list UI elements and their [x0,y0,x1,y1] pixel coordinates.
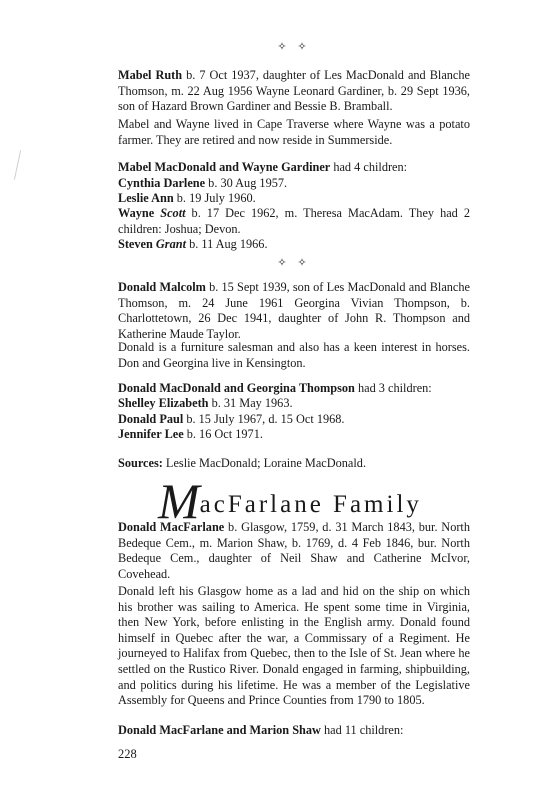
donald-entry: Donald Malcolm b. 15 Sept 1939, son of Les MacDonald and Blanche Thomson, m. 24 June 1961 Georgina Vivian Thompson, b. Charlottetown, 26 Dec 1941, daughter of John R. Thompson and Katherine Maude Taylor. [118,280,470,341]
macfarlane-children-heading: Donald MacFarlane and Marion Shaw had 11 children: [118,723,404,737]
mabel-name: Mabel Ruth [118,68,183,82]
mabel-text: b. 7 Oct 1937, daughter of Les MacDonald and Blanche Thomson, m. 22 Aug 1956 Wayne Leonard Gardiner, b. 29 Sept 1936, son of Hazard Brown Gardiner and Bessie B. Bramball. [118,68,470,114]
scan-mark [14,150,21,180]
child-entry: Jennifer Lee b. 16 Oct 1971. [118,427,263,441]
child-entry: Leslie Ann b. 19 July 1960. [118,191,256,205]
family-heading-initial: M [158,473,200,529]
child-entry: Wayne Scott b. 17 Dec 1962, m. Theresa MacAdam. They had 2 children: Joshua; Devon. [118,206,470,236]
mabel-note: Mabel and Wayne lived in Cape Traverse where Wayne was a potato farmer. They are retired and now reside in Summerside. [118,117,470,147]
child-entry: Donald Paul b. 15 July 1967, d. 15 Oct 1968. [118,412,345,426]
mabel-entry [118,68,470,115]
donald-note: Donald is a furniture salesman and also has a keen interest in horses. Don and Georgina live in Kensington. [118,340,470,370]
sources-line: Sources: Leslie MacDonald; Loraine MacDonald. [118,456,367,470]
macfarlane-entry: Donald MacFarlane b. Glasgow, 1759, d. 31 March 1843, bur. North Bedeque Cem., m. Marion Shaw, b. 1769, d. 4 Feb 1846, bur. North Bedeque Cem., daughter of Neil Shaw and Catherine McIvor, Covehead. [118,520,471,581]
page-number: 228 [118,747,137,761]
child-entry: Cynthia Darlene b. 30 Aug 1957. [118,176,288,190]
mabel-children-heading: Mabel MacDonald and Wayne Gardiner had 4 children: [118,160,408,174]
section-ornament: ✧ ✧ [277,41,311,53]
family-heading-rest: acFarlane Family [199,491,422,518]
donald-children-heading: Donald MacDonald and Georgina Thompson had 3 children: [118,381,432,395]
macfarlane-story: Donald left his Glasgow home as a lad and hid on the ship on which his brother was sailing to America. He spent some time in Virginia, then New York, before enlisting in the English army. Donald found himself in Quebec after the war, a Commissary of a Regiment. He journeyed to Halifax from Quebec, then to the Isle of St. Jean where he settled on the Rustico River. Donald engaged in farming, shipbuilding, and politics during his lifetime. He was a member of the Legislative Assembly for Queens and Prince Counties from 1790 to 1805. [118,584,470,708]
child-entry: Shelley Elizabeth b. 31 May 1963. [118,396,293,410]
child-entry: Steven Grant b. 11 Aug 1966. [118,237,268,251]
section-ornament: ✧ ✧ [277,257,311,269]
family-heading [158,473,422,529]
